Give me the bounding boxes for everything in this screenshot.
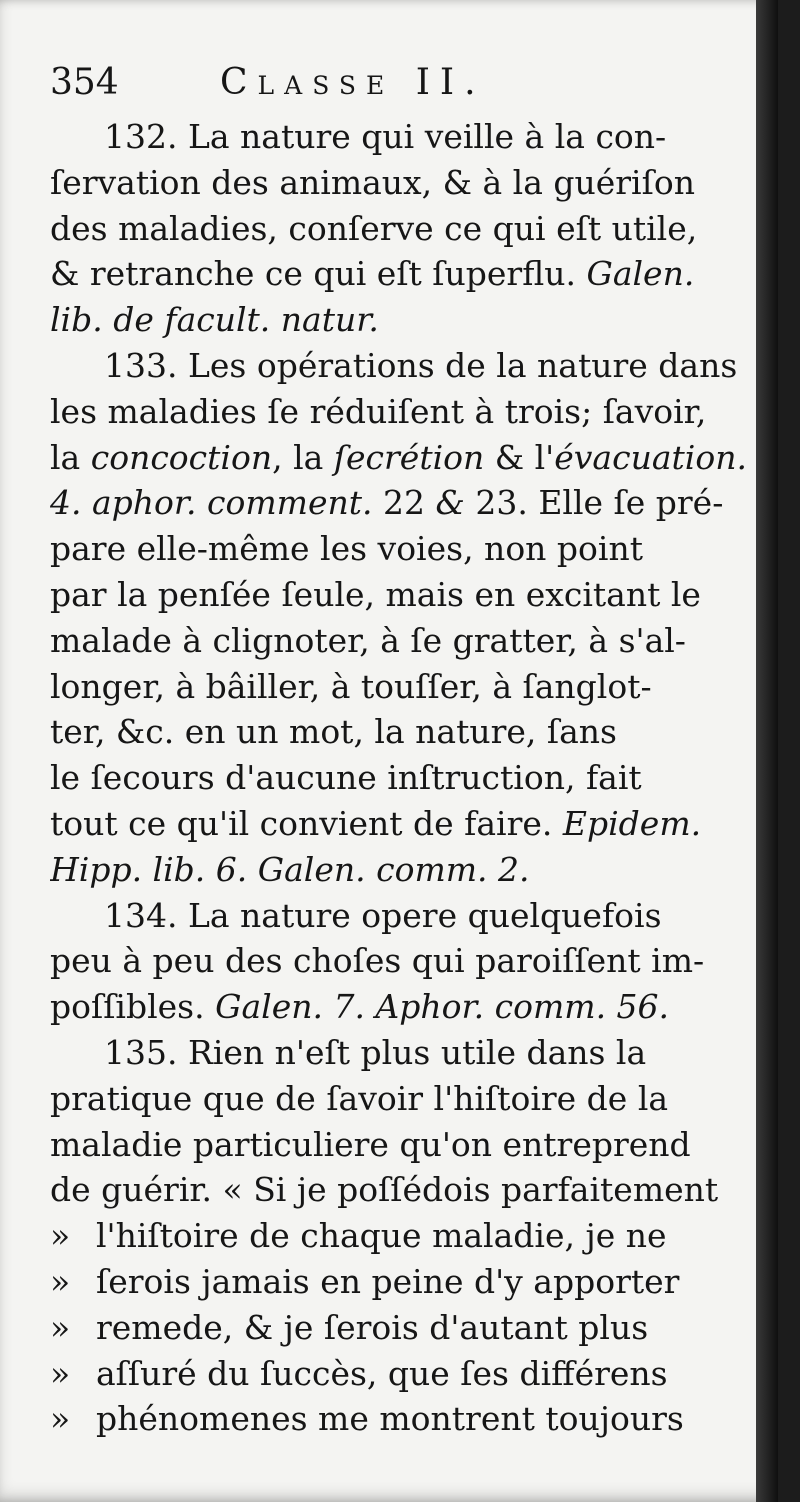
paragraph xyxy=(50,1030,750,1442)
page-header xyxy=(50,52,750,114)
text-segment: tout ce qu'il convient de faire. xyxy=(50,803,563,843)
quote-mark: » xyxy=(50,1216,71,1256)
paragraph xyxy=(50,114,750,343)
page-edge-shadow xyxy=(756,0,778,1502)
text-line xyxy=(50,755,750,801)
text-segment: pare elle-même les voies, non point xyxy=(50,529,643,569)
text-segment: 133. Les opérations de la nature dans xyxy=(104,345,738,385)
running-head: Classe II. xyxy=(220,62,486,103)
italic-segment: lib. de facult. natur. xyxy=(50,300,379,340)
italic-segment: ſecrétion xyxy=(333,437,485,477)
text-segment: par la penſée ſeule, mais en excitant le xyxy=(50,574,701,614)
text-segment: poſſibles. xyxy=(50,987,216,1027)
italic-segment: concoction xyxy=(90,437,273,477)
text-line xyxy=(50,251,750,297)
text-segment: le ſecours d'aucune inſtruction, fait xyxy=(50,758,642,798)
text-segment: l'hiſtoire de chaque maladie, je ne xyxy=(96,1216,667,1256)
text-segment: ſervation des animaux, & à la guériſon xyxy=(50,162,695,202)
page-number: 354 xyxy=(50,62,119,103)
text-line xyxy=(50,801,750,847)
text-line xyxy=(50,1076,750,1122)
text-segment: 23. Elle ſe pré- xyxy=(464,483,724,523)
text-line xyxy=(50,1167,750,1213)
text-segment: 22 xyxy=(372,483,436,523)
text-line xyxy=(50,1122,750,1168)
text-line xyxy=(50,847,750,893)
text-line xyxy=(50,206,750,252)
text-line xyxy=(50,389,750,435)
text-segment: malade à clignoter, à ſe gratter, à s'al- xyxy=(50,620,686,660)
text-segment: phénomenes me montrent toujours xyxy=(96,1399,684,1439)
text-segment: de guérir. « Si je poſſédois parfaitement xyxy=(50,1170,719,1210)
quote-mark: » xyxy=(50,1307,71,1347)
text-segment: la xyxy=(50,437,91,477)
text-block xyxy=(50,52,750,1442)
text-line xyxy=(50,1030,750,1076)
text-line xyxy=(50,435,750,481)
text-segment: 134. La nature opere quelquefois xyxy=(104,895,662,935)
text-line xyxy=(50,1259,750,1305)
paragraph xyxy=(50,893,750,1030)
text-segment: & l' xyxy=(484,437,555,477)
text-line xyxy=(50,343,750,389)
text-segment: & retranche ce qui eſt ſuperflu. xyxy=(50,254,587,294)
text-line xyxy=(50,297,750,343)
text-line xyxy=(50,480,750,526)
text-segment: 132. La nature qui veille à la con- xyxy=(104,117,667,156)
text-line xyxy=(50,160,750,206)
text-line xyxy=(50,893,750,939)
text-segment: des maladies, conſerve ce qui eſt utile, xyxy=(50,208,698,248)
body-text xyxy=(50,114,750,1442)
text-line xyxy=(50,664,750,710)
italic-segment: Hipp. lib. 6. Galen. comm. 2. xyxy=(50,849,530,889)
text-line xyxy=(50,618,750,664)
text-line xyxy=(50,1396,750,1442)
text-segment: peu à peu des choſes qui paroiſſent im- xyxy=(50,941,705,981)
italic-segment: évacuation. xyxy=(554,437,747,477)
paragraph xyxy=(50,343,750,893)
text-segment: aſſuré du ſuccès, que ſes différens xyxy=(96,1353,668,1393)
text-segment: , la xyxy=(272,437,334,477)
text-segment: longer, à bâiller, à touſſer, à ſanglot- xyxy=(50,666,652,706)
text-line xyxy=(50,526,750,572)
text-segment: remede, & je ſerois d'autant plus xyxy=(96,1307,649,1347)
text-line xyxy=(50,709,750,755)
quote-mark: » xyxy=(50,1353,71,1393)
italic-segment: Epidem. xyxy=(562,803,702,843)
quote-mark: » xyxy=(50,1261,71,1301)
text-line xyxy=(50,572,750,618)
text-segment: 135. Rien n'eſt plus utile dans la xyxy=(104,1032,647,1072)
italic-segment: Galen. xyxy=(586,254,695,294)
text-segment: pratique que de ſavoir l'hiſtoire de la xyxy=(50,1078,669,1118)
text-segment: les maladies ſe réduiſent à trois; ſavoir, xyxy=(50,391,707,431)
text-segment: maladie particuliere qu'on entreprend xyxy=(50,1124,691,1164)
quote-mark: » xyxy=(50,1399,71,1439)
text-line xyxy=(50,984,750,1030)
italic-segment: Galen. 7. Aphor. comm. 56. xyxy=(215,987,670,1027)
text-line xyxy=(50,114,750,160)
text-line xyxy=(50,1351,750,1397)
text-segment: ter, &c. en un mot, la nature, ſans xyxy=(50,712,617,752)
text-segment: ſerois jamais en peine d'y apporter xyxy=(96,1261,680,1301)
text-line xyxy=(50,1213,750,1259)
italic-segment: 4. aphor. comment. xyxy=(50,483,373,523)
text-line xyxy=(50,1305,750,1351)
text-line xyxy=(50,938,750,984)
italic-segment: & xyxy=(435,483,465,523)
